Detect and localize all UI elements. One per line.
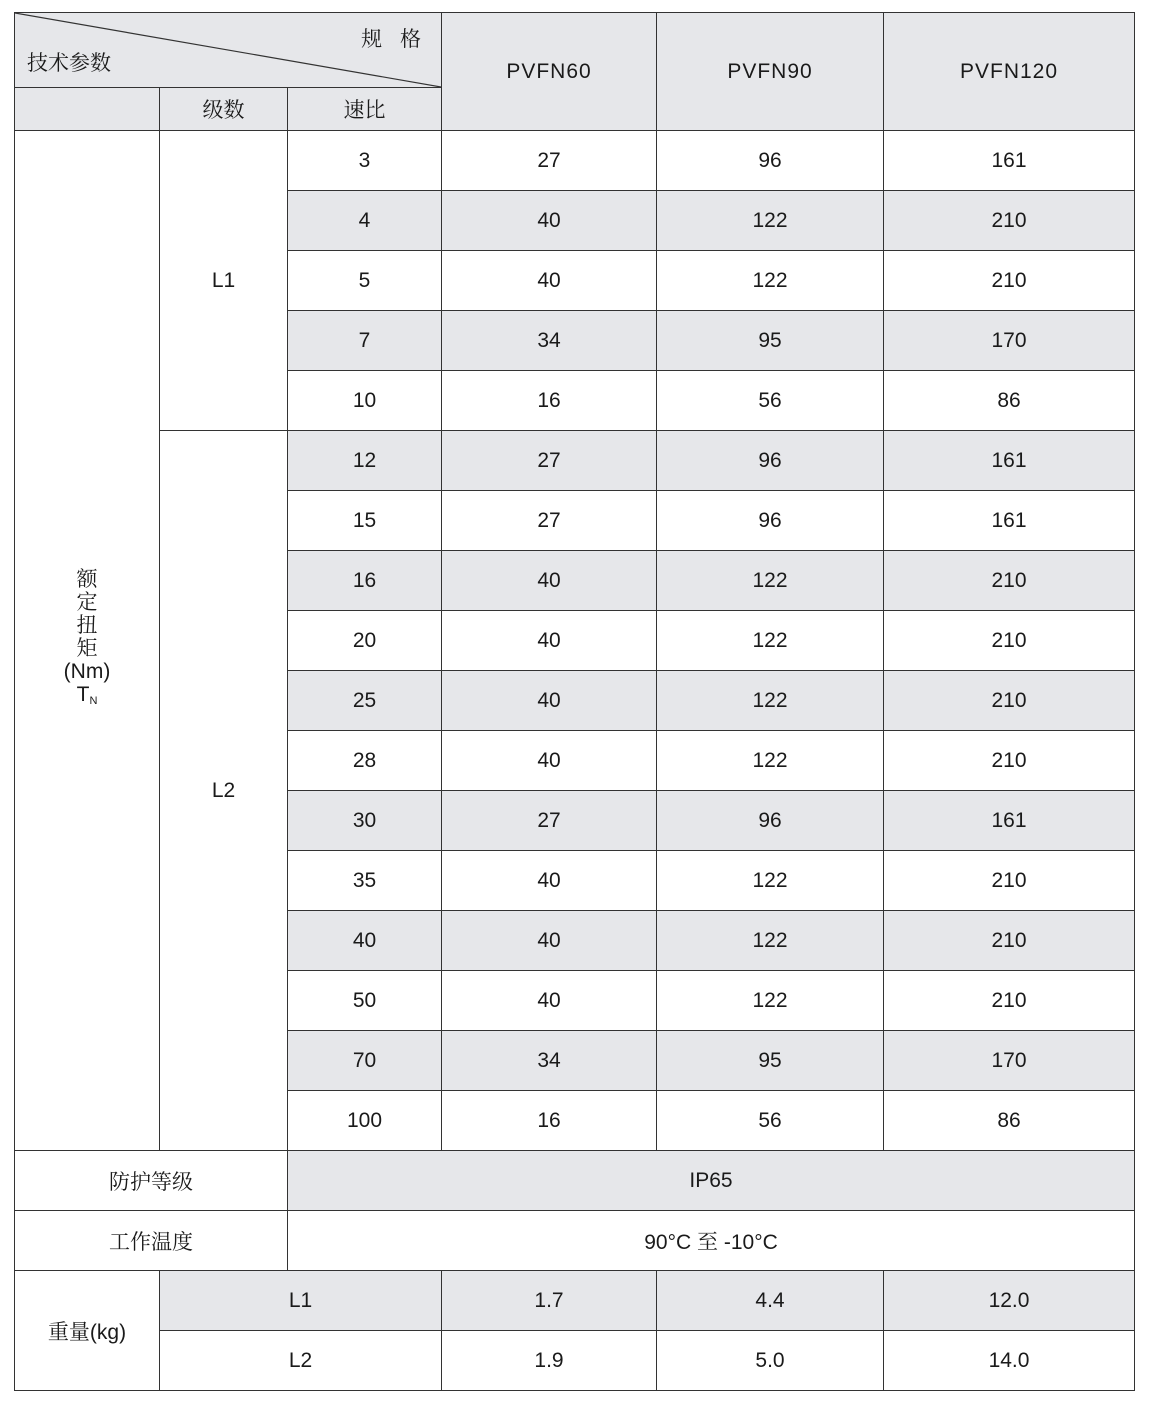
torque-symbol xyxy=(64,683,111,713)
torque-value-cell: 27 xyxy=(442,491,657,551)
torque-value-cell: 40 xyxy=(442,971,657,1031)
ratio-cell: 7 xyxy=(288,311,442,371)
protection-value: IP65 xyxy=(288,1151,1135,1211)
torque-symbol-subscript: N xyxy=(89,695,98,707)
torque-label-part: 定 xyxy=(76,591,98,614)
torque-value-cell: 16 xyxy=(442,1091,657,1151)
weight-row xyxy=(15,1271,1135,1331)
torque-value-cell: 122 xyxy=(657,191,884,251)
torque-value-cell: 122 xyxy=(657,851,884,911)
torque-value-cell: 40 xyxy=(442,251,657,311)
weight-label: 重量(kg) xyxy=(15,1271,160,1391)
torque-label-part: 扭 xyxy=(76,614,98,637)
ratio-cell: 25 xyxy=(288,671,442,731)
torque-symbol-main: T xyxy=(76,683,90,706)
weight-stage-cell: L1 xyxy=(160,1271,442,1331)
ratio-cell: 50 xyxy=(288,971,442,1031)
torque-value-cell: 122 xyxy=(657,551,884,611)
stage-cell: L1 xyxy=(160,131,288,431)
torque-label-part: 矩 xyxy=(76,637,98,660)
header-blank-cell xyxy=(15,88,160,131)
torque-value-cell: 16 xyxy=(442,371,657,431)
torque-value-cell: 122 xyxy=(657,971,884,1031)
torque-value-cell: 122 xyxy=(657,671,884,731)
torque-value-cell: 56 xyxy=(657,1091,884,1151)
ratio-cell: 40 xyxy=(288,911,442,971)
protection-label: 防护等级 xyxy=(15,1151,288,1211)
weight-value-cell: 14.0 xyxy=(884,1331,1135,1391)
torque-value-cell: 86 xyxy=(884,1091,1135,1151)
ratio-cell: 16 xyxy=(288,551,442,611)
diagonal-header-cell xyxy=(15,13,442,88)
header-row-1 xyxy=(15,13,1135,88)
torque-value-cell: 95 xyxy=(657,1031,884,1091)
ratio-cell: 28 xyxy=(288,731,442,791)
ratio-header: 速比 xyxy=(288,88,442,131)
torque-value-cell: 40 xyxy=(442,731,657,791)
ratio-cell: 15 xyxy=(288,491,442,551)
weight-value-cell: 1.9 xyxy=(442,1331,657,1391)
torque-value-cell: 210 xyxy=(884,611,1135,671)
spec-label: 规 格 xyxy=(361,28,428,51)
ratio-cell: 30 xyxy=(288,791,442,851)
torque-value-cell: 122 xyxy=(657,611,884,671)
weight-value-cell: 12.0 xyxy=(884,1271,1135,1331)
torque-label-part: 额 xyxy=(76,568,98,591)
torque-value-cell: 210 xyxy=(884,971,1135,1031)
torque-value-cell: 40 xyxy=(442,611,657,671)
ratio-cell: 12 xyxy=(288,431,442,491)
weight-value-cell: 1.7 xyxy=(442,1271,657,1331)
weight-row xyxy=(15,1331,1135,1391)
torque-value-cell: 27 xyxy=(442,131,657,191)
temperature-value: 90°C 至 -10°C xyxy=(288,1211,1135,1271)
ratio-cell: 35 xyxy=(288,851,442,911)
torque-value-cell: 210 xyxy=(884,731,1135,791)
torque-value-cell: 161 xyxy=(884,791,1135,851)
torque-value-cell: 210 xyxy=(884,551,1135,611)
temperature-row xyxy=(15,1211,1135,1271)
torque-value-cell: 96 xyxy=(657,791,884,851)
table-row xyxy=(15,431,1135,491)
torque-value-cell: 96 xyxy=(657,431,884,491)
torque-value-cell: 122 xyxy=(657,731,884,791)
torque-value-cell: 161 xyxy=(884,491,1135,551)
torque-value-cell: 170 xyxy=(884,1031,1135,1091)
torque-value-cell: 122 xyxy=(657,251,884,311)
torque-value-cell: 86 xyxy=(884,371,1135,431)
torque-value-cell: 96 xyxy=(657,131,884,191)
torque-label xyxy=(64,568,111,713)
table-body xyxy=(15,13,1135,1391)
weight-value-cell: 4.4 xyxy=(657,1271,884,1331)
weight-stage-cell: L2 xyxy=(160,1331,442,1391)
torque-value-cell: 27 xyxy=(442,791,657,851)
torque-value-cell: 122 xyxy=(657,911,884,971)
stage-header: 级数 xyxy=(160,88,288,131)
spec-table xyxy=(14,12,1135,1391)
torque-value-cell: 34 xyxy=(442,1031,657,1091)
ratio-cell: 20 xyxy=(288,611,442,671)
model-header-pvfn90: PVFN90 xyxy=(657,13,884,131)
torque-value-cell: 96 xyxy=(657,491,884,551)
ratio-cell: 4 xyxy=(288,191,442,251)
torque-value-cell: 210 xyxy=(884,191,1135,251)
torque-value-cell: 95 xyxy=(657,311,884,371)
torque-value-cell: 210 xyxy=(884,911,1135,971)
torque-value-cell: 210 xyxy=(884,251,1135,311)
torque-label-part: (Nm) xyxy=(63,660,111,683)
temperature-label: 工作温度 xyxy=(15,1211,288,1271)
ratio-cell: 3 xyxy=(288,131,442,191)
torque-value-cell: 40 xyxy=(442,911,657,971)
torque-value-cell: 40 xyxy=(442,851,657,911)
weight-value-cell: 5.0 xyxy=(657,1331,884,1391)
torque-value-cell: 210 xyxy=(884,671,1135,731)
protection-row xyxy=(15,1151,1135,1211)
ratio-cell: 5 xyxy=(288,251,442,311)
ratio-cell: 10 xyxy=(288,371,442,431)
torque-value-cell: 40 xyxy=(442,551,657,611)
ratio-cell: 100 xyxy=(288,1091,442,1151)
torque-value-cell: 170 xyxy=(884,311,1135,371)
model-header-pvfn60: PVFN60 xyxy=(442,13,657,131)
model-header-pvfn120: PVFN120 xyxy=(884,13,1135,131)
torque-value-cell: 40 xyxy=(442,191,657,251)
stage-cell: L2 xyxy=(160,431,288,1151)
torque-value-cell: 34 xyxy=(442,311,657,371)
torque-value-cell: 27 xyxy=(442,431,657,491)
torque-value-cell: 161 xyxy=(884,131,1135,191)
torque-value-cell: 40 xyxy=(442,671,657,731)
param-label: 技术参数 xyxy=(27,52,111,75)
ratio-cell: 70 xyxy=(288,1031,442,1091)
torque-label-cell xyxy=(15,131,160,1151)
torque-value-cell: 210 xyxy=(884,851,1135,911)
table-row xyxy=(15,131,1135,191)
torque-value-cell: 56 xyxy=(657,371,884,431)
torque-value-cell: 161 xyxy=(884,431,1135,491)
